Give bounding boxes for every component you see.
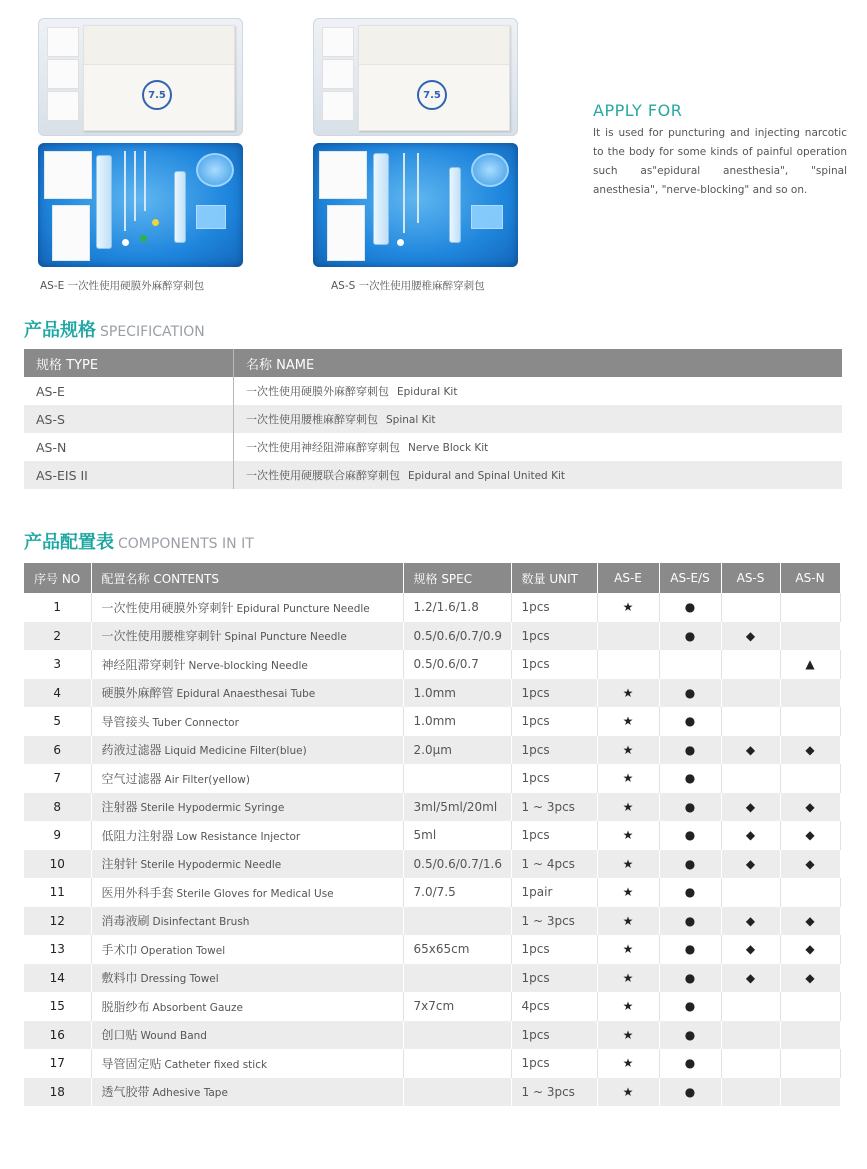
table-row: [24, 433, 842, 461]
as-e-mark: ★: [597, 1078, 659, 1107]
as-s-mark: ◆: [721, 793, 780, 822]
table-row: [24, 964, 840, 993]
table-row: [24, 1078, 840, 1107]
contents-cell: [91, 622, 403, 651]
contents-en: Sterile Gloves for Medical Use: [176, 887, 334, 900]
as-e-s-mark: ●: [659, 707, 721, 736]
as-s-mark: [721, 650, 780, 679]
name-en: Spinal Kit: [386, 414, 436, 426]
towel-roll: [47, 27, 79, 57]
unit-cell: 1pcs: [511, 935, 597, 964]
no-cell: 1: [24, 593, 91, 622]
spec-cell: [403, 1078, 511, 1107]
contents-cn: 医用外科手套: [101, 885, 174, 900]
spec-cell: [403, 964, 511, 993]
as-s-mark: ◆: [721, 935, 780, 964]
contents-en: Catheter fixed stick: [164, 1058, 268, 1071]
contents-en: Spinal Puncture Needle: [224, 631, 347, 644]
table-row: [24, 377, 842, 405]
as-e-mark: ★: [597, 1021, 659, 1050]
contents-cell: [91, 1078, 403, 1107]
as-e-s-mark: ●: [659, 907, 721, 936]
as-s-mark: [721, 679, 780, 708]
spec-cell: 0.5/0.6/0.7/1.6: [403, 850, 511, 879]
name-cell: [234, 405, 843, 433]
table-row: [24, 1021, 840, 1050]
contents-cn: 脱脂纱布: [101, 999, 150, 1014]
type-cell: AS-S: [24, 405, 234, 433]
spec-cell: [403, 764, 511, 793]
unit-cell: 1 ~ 4pcs: [511, 850, 597, 879]
as-s-mark: [721, 1049, 780, 1078]
as-e-s-mark: ●: [659, 593, 721, 622]
contents-cn: 导管接头: [101, 714, 150, 729]
as-n-mark: [780, 1049, 840, 1078]
table-row: [24, 764, 840, 793]
contents-cell: [91, 679, 403, 708]
contents-cn: 一次性使用腰椎穿刺针: [101, 629, 222, 644]
name-cell: [234, 377, 843, 405]
syringe: [373, 153, 389, 245]
unit-cell: 1pcs: [511, 764, 597, 793]
gauze-pad: [327, 205, 365, 261]
no-cell: 8: [24, 793, 91, 822]
contents-en: Sterile Hypodermic Needle: [140, 859, 282, 872]
lower-tray: [38, 143, 243, 267]
spec-cell: 1.0mm: [403, 679, 511, 708]
spec-cell: 7x7cm: [403, 992, 511, 1021]
heading-cn: 产品规格: [24, 320, 96, 341]
no-cell: 2: [24, 622, 91, 651]
as-s-mark: ◆: [721, 821, 780, 850]
unit-cell: 1pcs: [511, 707, 597, 736]
as-s-mark: ◆: [721, 736, 780, 765]
as-e-mark: ★: [597, 935, 659, 964]
unit-cell: 1pcs: [511, 964, 597, 993]
table-row: [24, 461, 842, 489]
contents-cn: 导管固定贴: [101, 1056, 162, 1071]
towel-roll: [322, 91, 354, 121]
name-en: Epidural Kit: [397, 386, 458, 398]
as-e-s-mark: ●: [659, 935, 721, 964]
towel-roll: [322, 59, 354, 89]
as-n-mark: [780, 622, 840, 651]
contents-cn: 注射器: [101, 800, 138, 815]
filter: [122, 239, 129, 246]
as-n-mark: ◆: [780, 850, 840, 879]
table-row: [24, 650, 840, 679]
contents-en: Wound Band: [140, 1030, 207, 1043]
syringe: [174, 171, 186, 243]
contents-en: Epidural Puncture Needle: [236, 602, 370, 615]
medicine-cup: [471, 153, 509, 187]
name-cn: 一次性使用神经阻滞麻醉穿刺包: [246, 441, 400, 454]
as-s-mark: ◆: [721, 907, 780, 936]
spec-cell: 7.0/7.5: [403, 878, 511, 907]
spec-cell: 5ml: [403, 821, 511, 850]
table-row: [24, 821, 840, 850]
contents-cell: [91, 1049, 403, 1078]
as-s-mark: ◆: [721, 850, 780, 879]
no-cell: 16: [24, 1021, 91, 1050]
specification-heading: [24, 316, 205, 342]
heading-en: COMPONENTS IN IT: [118, 536, 254, 552]
type-cell: AS-E: [24, 377, 234, 405]
table-row: [24, 793, 840, 822]
as-e-mark: [597, 622, 659, 651]
table-row: [24, 679, 840, 708]
name-cn: 一次性使用硬腰联合麻醉穿刺包: [246, 469, 400, 482]
column-header: 数量 UNIT: [511, 563, 597, 593]
column-header: AS-S: [721, 563, 780, 593]
table-row: [24, 935, 840, 964]
column-header: AS-E: [597, 563, 659, 593]
dressing-pad: [471, 205, 503, 229]
components-heading: [24, 528, 254, 554]
spec-cell: 65x65cm: [403, 935, 511, 964]
column-header: 配置名称 CONTENTS: [91, 563, 403, 593]
spec-cell: [403, 1049, 511, 1078]
as-e-s-mark: ●: [659, 622, 721, 651]
contents-en: Absorbent Gauze: [152, 1001, 244, 1014]
contents-cell: [91, 707, 403, 736]
no-cell: 9: [24, 821, 91, 850]
apply-for-title: APPLY FOR: [593, 101, 683, 120]
spec-cell: 3ml/5ml/20ml: [403, 793, 511, 822]
connector: [140, 235, 147, 242]
table-header-row: [24, 563, 840, 593]
as-e-mark: ★: [597, 964, 659, 993]
contents-cn: 敷料巾: [101, 971, 138, 986]
column-header: AS-N: [780, 563, 840, 593]
no-cell: 13: [24, 935, 91, 964]
glove-pack: [83, 25, 235, 131]
as-e-s-mark: ●: [659, 992, 721, 1021]
contents-cell: [91, 878, 403, 907]
no-cell: 17: [24, 1049, 91, 1078]
contents-cell: [91, 992, 403, 1021]
no-cell: 4: [24, 679, 91, 708]
as-e-s-mark: ●: [659, 793, 721, 822]
towel-roll: [47, 59, 79, 89]
column-header: 名称 NAME: [234, 349, 843, 377]
contents-cell: [91, 821, 403, 850]
as-s-mark: [721, 878, 780, 907]
contents-cell: [91, 793, 403, 822]
unit-cell: 1pcs: [511, 650, 597, 679]
type-cell: AS-EIS II: [24, 461, 234, 489]
unit-cell: 1 ~ 3pcs: [511, 907, 597, 936]
heading-en: SPECIFICATION: [100, 324, 205, 340]
name-cell: [234, 461, 843, 489]
as-n-mark: [780, 707, 840, 736]
contents-en: Sterile Hypodermic Syringe: [140, 802, 285, 815]
as-s-mark: [721, 1021, 780, 1050]
upper-tray: [313, 18, 518, 136]
towel-roll: [47, 91, 79, 121]
as-s-mark: [721, 992, 780, 1021]
table-row: [24, 622, 840, 651]
as-e-mark: ★: [597, 593, 659, 622]
contents-cn: 药液过滤器: [101, 743, 162, 758]
contents-en: Tuber Connector: [152, 716, 239, 729]
contents-en: Epidural Anaesthesai Tube: [176, 688, 316, 701]
as-e-s-mark: ●: [659, 964, 721, 993]
as-e-s-mark: ●: [659, 1049, 721, 1078]
unit-cell: 1pcs: [511, 821, 597, 850]
as-n-mark: ▲: [780, 650, 840, 679]
contents-cn: 透气胶带: [101, 1085, 150, 1100]
table-row: [24, 992, 840, 1021]
contents-cn: 注射针: [101, 857, 138, 872]
as-e-mark: ★: [597, 679, 659, 708]
needle: [403, 153, 405, 233]
contents-en: Low Resistance Injector: [176, 830, 301, 843]
no-cell: 6: [24, 736, 91, 765]
no-cell: 10: [24, 850, 91, 879]
no-cell: 3: [24, 650, 91, 679]
as-n-mark: ◆: [780, 736, 840, 765]
spec-cell: 1.0mm: [403, 707, 511, 736]
needle: [124, 151, 126, 231]
heading-cn: 产品配置表: [24, 532, 114, 553]
spec-cell: [403, 1021, 511, 1050]
as-e-s-mark: ●: [659, 1021, 721, 1050]
column-header: 序号 NO: [24, 563, 91, 593]
specification-table: [24, 349, 842, 489]
as-e-mark: ★: [597, 793, 659, 822]
as-e-mark: [597, 650, 659, 679]
spec-cell: 2.0μm: [403, 736, 511, 765]
dressing-pad: [196, 205, 226, 229]
towel-roll: [322, 27, 354, 57]
as-n-mark: ◆: [780, 821, 840, 850]
as-n-mark: [780, 1021, 840, 1050]
as-e-mark: ★: [597, 764, 659, 793]
table-row: [24, 405, 842, 433]
unit-cell: 1 ~ 3pcs: [511, 793, 597, 822]
unit-cell: 1pcs: [511, 1021, 597, 1050]
as-s-mark: ◆: [721, 622, 780, 651]
no-cell: 7: [24, 764, 91, 793]
unit-cell: 1pcs: [511, 679, 597, 708]
contents-en: Dressing Towel: [140, 973, 219, 986]
as-n-mark: [780, 1078, 840, 1107]
spec-cell: 1.2/1.6/1.8: [403, 593, 511, 622]
unit-cell: 1pcs: [511, 622, 597, 651]
as-n-mark: ◆: [780, 935, 840, 964]
contents-cell: [91, 935, 403, 964]
as-e-s-mark: ●: [659, 821, 721, 850]
syringe: [96, 155, 112, 249]
spec-cell: [403, 907, 511, 936]
column-header: 规格 SPEC: [403, 563, 511, 593]
as-n-mark: [780, 764, 840, 793]
as-e-mark: ★: [597, 821, 659, 850]
as-n-mark: ◆: [780, 964, 840, 993]
gauze-pad: [52, 205, 90, 261]
table-row: [24, 850, 840, 879]
name-cn: 一次性使用腰椎麻醉穿刺包: [246, 413, 378, 426]
name-cn: 一次性使用硬膜外麻醉穿刺包: [246, 385, 389, 398]
gauze-pad: [319, 151, 367, 199]
spec-cell: 0.5/0.6/0.7: [403, 650, 511, 679]
contents-cell: [91, 850, 403, 879]
contents-cn: 创口贴: [101, 1028, 138, 1043]
contents-cell: [91, 736, 403, 765]
as-e-s-mark: ●: [659, 764, 721, 793]
table-row: [24, 593, 840, 622]
table-header-row: [24, 349, 842, 377]
contents-en: Nerve-blocking Needle: [188, 659, 308, 672]
contents-cn: 消毒液刷: [101, 914, 150, 929]
column-header: 规格 TYPE: [24, 349, 234, 377]
table-row: [24, 1049, 840, 1078]
contents-en: Air Filter(yellow): [164, 773, 250, 786]
contents-cell: [91, 1021, 403, 1050]
as-s-mark: [721, 764, 780, 793]
contents-en: Liquid Medicine Filter(blue): [164, 745, 307, 758]
contents-en: Operation Towel: [140, 944, 226, 957]
as-n-mark: ◆: [780, 907, 840, 936]
contents-cn: 一次性使用硬膜外穿刺针: [101, 600, 234, 615]
as-s-mark: ◆: [721, 964, 780, 993]
column-header: AS-E/S: [659, 563, 721, 593]
needle: [144, 151, 146, 211]
unit-cell: 1pcs: [511, 1049, 597, 1078]
table-row: [24, 736, 840, 765]
as-n-mark: ◆: [780, 793, 840, 822]
unit-cell: 1pcs: [511, 736, 597, 765]
contents-cn: 硬膜外麻醉管: [101, 686, 174, 701]
unit-cell: 1pair: [511, 878, 597, 907]
as-e-s-mark: ●: [659, 850, 721, 879]
medicine-cup: [196, 153, 234, 187]
contents-en: Adhesive Tape: [152, 1087, 228, 1100]
as-n-mark: [780, 679, 840, 708]
as-n-mark: [780, 878, 840, 907]
table-row: [24, 878, 840, 907]
as-n-mark: [780, 992, 840, 1021]
components-table: [24, 563, 841, 1106]
name-en: Epidural and Spinal United Kit: [408, 470, 565, 482]
no-cell: 12: [24, 907, 91, 936]
product-image-as-s: [313, 18, 518, 270]
gauze-pad: [44, 151, 92, 199]
no-cell: 14: [24, 964, 91, 993]
apply-for-text: It is used for puncturing and injecting narcotic to the body for some kinds of painful operation such as"epidural anesthesia", "spinal anesthesia", "nerve-blocking" and so on.: [593, 127, 847, 196]
contents-cn: 低阻力注射器: [101, 828, 174, 843]
contents-cell: [91, 650, 403, 679]
as-e-mark: ★: [597, 736, 659, 765]
unit-cell: 4pcs: [511, 992, 597, 1021]
product-image-as-e: [38, 18, 243, 270]
contents-cell: [91, 764, 403, 793]
product-caption-as-e: AS-E 一次性使用硬膜外麻醉穿刺包: [40, 280, 205, 292]
as-s-mark: [721, 707, 780, 736]
contents-en: Disinfectant Brush: [152, 916, 250, 929]
unit-cell: 1pcs: [511, 593, 597, 622]
as-e-mark: ★: [597, 907, 659, 936]
name-cell: [234, 433, 843, 461]
as-e-s-mark: [659, 650, 721, 679]
as-e-mark: ★: [597, 1049, 659, 1078]
unit-cell: 1 ~ 3pcs: [511, 1078, 597, 1107]
as-e-mark: ★: [597, 992, 659, 1021]
glove-size-label: 7.5: [417, 80, 447, 110]
glove-size-label: 7.5: [142, 80, 172, 110]
air-filter: [152, 219, 159, 226]
contents-cell: [91, 964, 403, 993]
table-row: [24, 707, 840, 736]
spec-cell: 0.5/0.6/0.7/0.9: [403, 622, 511, 651]
as-e-s-mark: ●: [659, 736, 721, 765]
table-row: [24, 907, 840, 936]
as-e-s-mark: ●: [659, 1078, 721, 1107]
contents-cn: 神经阻滞穿刺针: [101, 657, 186, 672]
no-cell: 15: [24, 992, 91, 1021]
contents-cn: 空气过滤器: [101, 771, 162, 786]
as-n-mark: [780, 593, 840, 622]
no-cell: 5: [24, 707, 91, 736]
as-e-s-mark: ●: [659, 679, 721, 708]
lower-tray: [313, 143, 518, 267]
as-s-mark: [721, 1078, 780, 1107]
glove-pack: [358, 25, 510, 131]
contents-cn: 手术巾: [101, 942, 138, 957]
as-e-mark: ★: [597, 850, 659, 879]
needle: [134, 151, 136, 221]
as-e-mark: ★: [597, 878, 659, 907]
filter: [397, 239, 404, 246]
upper-tray: [38, 18, 243, 136]
type-cell: AS-N: [24, 433, 234, 461]
syringe: [449, 167, 461, 243]
no-cell: 18: [24, 1078, 91, 1107]
as-e-mark: ★: [597, 707, 659, 736]
contents-cell: [91, 907, 403, 936]
needle: [417, 153, 419, 223]
product-caption-as-s: AS-S 一次性使用腰椎麻醉穿刺包: [331, 280, 485, 292]
name-en: Nerve Block Kit: [408, 442, 489, 454]
as-s-mark: [721, 593, 780, 622]
as-e-s-mark: ●: [659, 878, 721, 907]
no-cell: 11: [24, 878, 91, 907]
contents-cell: [91, 593, 403, 622]
